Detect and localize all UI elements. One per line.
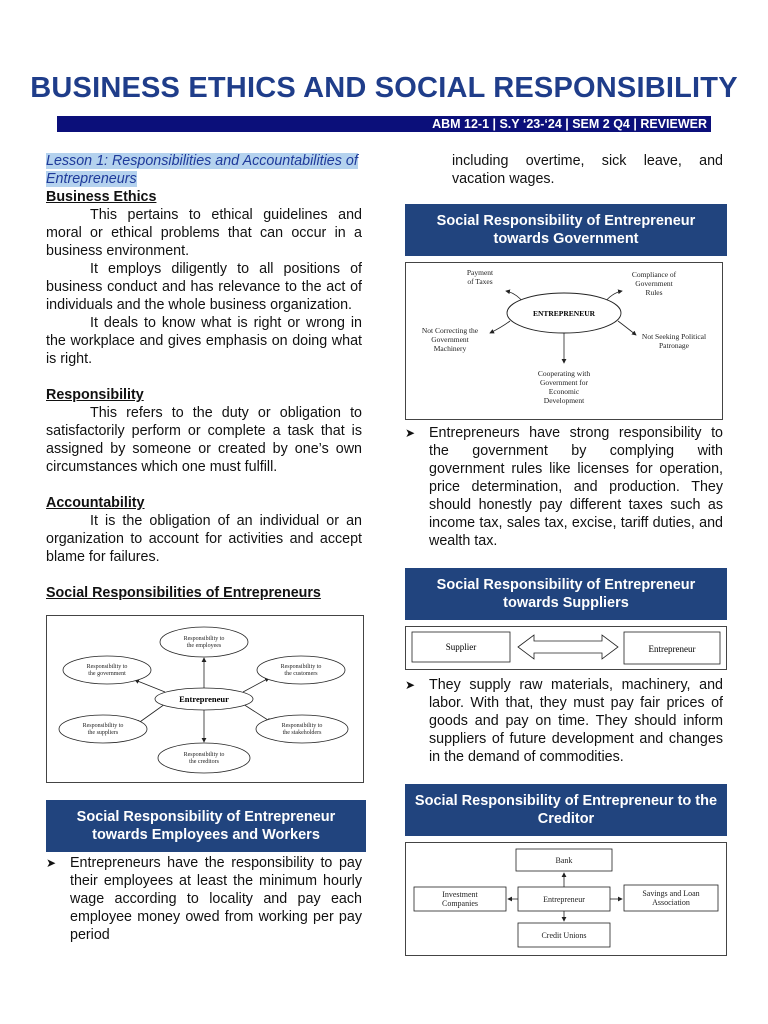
suppliers-diagram bbox=[405, 626, 727, 670]
d2-b-l1: Cooperating with bbox=[537, 369, 591, 378]
government-box: Social Responsibility of Entrepreneur towards Government bbox=[405, 204, 727, 256]
government-text: Entrepreneurs have strong responsibility to the government by complying with government rules like licenses for operation, price determination, and production. They should honestly pay different taxes such as income tax, sales tax, excise, tariff duties, and wealth tax. bbox=[429, 425, 723, 549]
d1-lr-l2: the stakeholders bbox=[282, 730, 322, 736]
d4-top: Bank bbox=[555, 856, 573, 865]
d4-right-l1: Savings and Loan bbox=[642, 889, 700, 898]
d1-top-l2: the employees bbox=[186, 643, 222, 649]
d2-l-l3: Machinery bbox=[433, 344, 467, 353]
d2-b-l4: Development bbox=[543, 396, 585, 405]
d2-tl-l1: Payment bbox=[466, 268, 494, 277]
business-ethics-p3: It deals to know what is right or wrong in the workplace and gives emphasis on doing what is right. bbox=[46, 315, 362, 367]
government-bullet bbox=[405, 424, 723, 550]
employees-text: Entrepreneurs have the responsibility to pay their employees at least the minimum hourly wage according to locality and pay each employee money owed from working per pay period bbox=[70, 855, 362, 943]
d4-left-l2: Companies bbox=[442, 899, 478, 908]
business-ethics-p1: This pertains to ethical guidelines and moral or ethical problems that can occur in a business environment. bbox=[46, 207, 362, 259]
business-ethics-heading: Business Ethics bbox=[46, 189, 157, 205]
d2-tr-l3: Rules bbox=[645, 288, 663, 297]
suppliers-text: They supply raw materials, machinery, and labor. With that, they must pay fair prices of goods and pay on time. They should inform suppliers of future development and changes in the demand of commodities. bbox=[429, 677, 723, 765]
d2-b-l3: Economic bbox=[548, 387, 580, 396]
continued-text-wrap bbox=[405, 152, 723, 188]
subtitle-text: ABM 12-1 | S.Y ‘23-‘24 | SEM 2 Q4 | REVIEWER bbox=[432, 117, 707, 131]
government-diagram bbox=[405, 262, 723, 420]
d3-left: Supplier bbox=[445, 642, 477, 652]
d1-ll-l2: the suppliers bbox=[87, 730, 119, 736]
d1-bottom-l2: the creditors bbox=[189, 759, 219, 765]
d4-right-l2: Association bbox=[652, 898, 690, 907]
subtitle-bar bbox=[57, 116, 711, 132]
employees-box: Social Responsibility of Entrepreneur towards Employees and Workers bbox=[46, 800, 366, 852]
suppliers-box: Social Responsibility of Entrepreneur towards Suppliers bbox=[405, 568, 727, 620]
responsibility-heading: Responsibility bbox=[46, 387, 144, 403]
d3-right: Entrepreneur bbox=[648, 644, 696, 654]
page-title: BUSINESS ETHICS AND SOCIAL RESPONSIBILITY bbox=[30, 72, 738, 104]
left-column bbox=[46, 152, 362, 944]
d2-tl-l2: of Taxes bbox=[467, 277, 493, 286]
d2-tr-l1: Compliance of bbox=[631, 270, 677, 279]
d2-r-l1: Not Seeking Political bbox=[641, 332, 707, 341]
diagram2-center: ENTREPRENEUR bbox=[532, 309, 596, 318]
creditor-diagram bbox=[405, 842, 727, 956]
suppliers-bullet bbox=[405, 676, 723, 766]
arrow-bullet-icon: ➤ bbox=[46, 856, 57, 870]
arrow-bullet-icon: ➤ bbox=[405, 678, 416, 692]
d4-left-l1: Investment bbox=[442, 890, 478, 899]
diagram1-center: Entrepreneur bbox=[179, 694, 229, 704]
right-column bbox=[405, 152, 723, 956]
d1-top-l1: Responsibility to bbox=[183, 636, 225, 642]
d2-l-l1: Not Correcting the bbox=[421, 326, 479, 335]
creditor-box: Social Responsibility of Entrepreneur to the Creditor bbox=[405, 784, 727, 836]
d4-center: Entrepreneur bbox=[543, 895, 585, 904]
d1-ur-l1: Responsibility to bbox=[280, 664, 322, 670]
employees-bullet bbox=[46, 854, 362, 944]
continued-text: including overtime, sick leave, and vacation wages. bbox=[452, 153, 723, 187]
arrow-bullet-icon: ➤ bbox=[405, 426, 416, 440]
accountability-p1: It is the obligation of an individual or an organization to account for activities and accept blame for failures. bbox=[46, 513, 362, 565]
social-responsibilities-heading: Social Responsibilities of Entrepreneurs bbox=[46, 585, 321, 601]
d1-ul-l2: the government bbox=[88, 671, 126, 677]
d1-ll-l1: Responsibility to bbox=[82, 723, 124, 729]
lesson-title: Lesson 1: Responsibilities and Accountabilities of Entrepreneurs bbox=[46, 153, 358, 187]
d2-l-l2: Government bbox=[431, 335, 469, 344]
d2-b-l2: Government for bbox=[539, 378, 589, 387]
business-ethics-p2: It employs diligently to all positions of business conduct and has relevance to the act of individuals and the whole business organization. bbox=[46, 261, 362, 313]
d1-ul-l1: Responsibility to bbox=[86, 664, 128, 670]
d1-lr-l1: Responsibility to bbox=[281, 723, 323, 729]
responsibility-p1: This refers to the duty or obligation to satisfactorily perform or complete a task that is assigned by someone or created by one’s own circumstances which one must fulfill. bbox=[46, 405, 362, 475]
d1-bottom-l1: Responsibility to bbox=[183, 752, 225, 758]
accountability-heading: Accountability bbox=[46, 495, 145, 511]
d1-ur-l2: the customers bbox=[284, 671, 318, 677]
social-responsibilities-diagram bbox=[46, 615, 364, 783]
d2-tr-l2: Government bbox=[635, 279, 673, 288]
d2-r-l2: Patronage bbox=[659, 341, 689, 350]
d4-bottom: Credit Unions bbox=[541, 931, 587, 940]
